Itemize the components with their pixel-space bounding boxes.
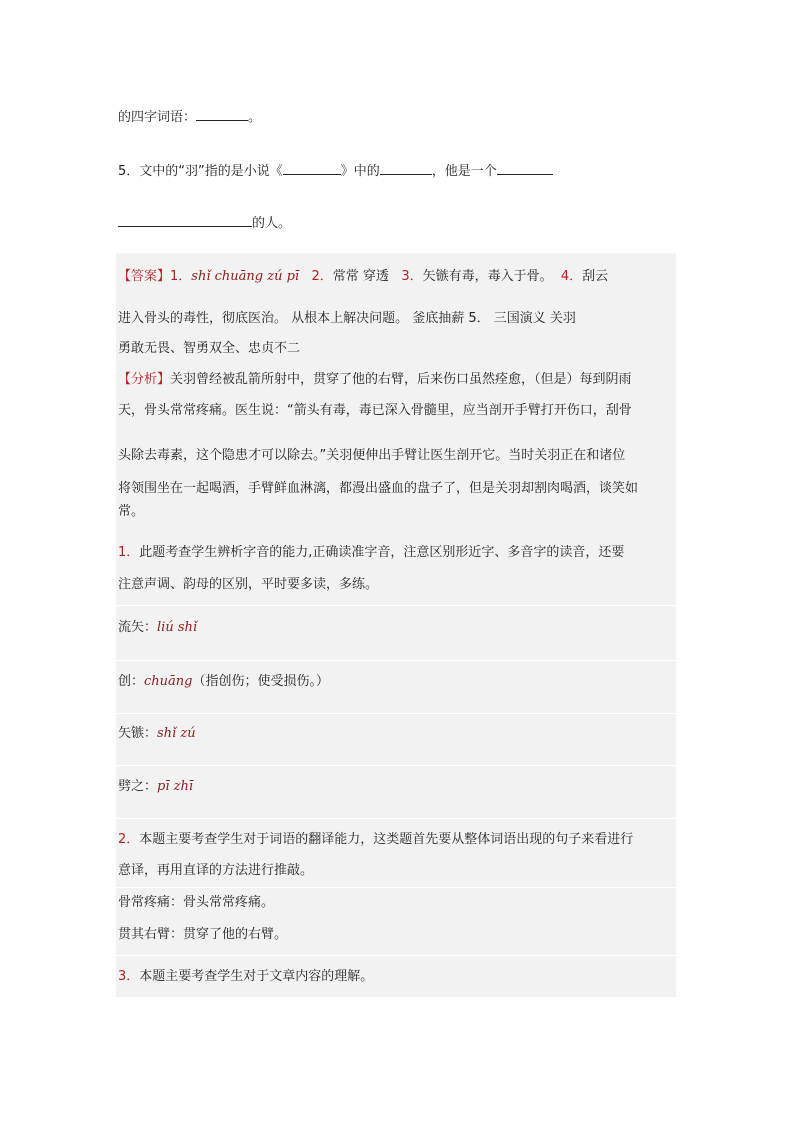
point-2-line-2: 意译，再用直译的方法进行推敲。 — [118, 863, 314, 878]
point-1-line-1: 1．此题考查学生辨析字音的能力,正确读准字音，注意区别形近字、多音字的读音，还要 — [118, 545, 625, 560]
answer-blank — [283, 162, 341, 175]
divider — [116, 605, 676, 606]
analysis-line-2: 天，骨头常常疼痛。医生说：“箭头有毒，毒已深入骨髓里，应当剖开手臂打开伤口，刮骨 — [118, 403, 632, 418]
pinyin-item: 劈之：pī zhī — [118, 779, 194, 794]
analysis-tag: 【分析】 — [118, 372, 171, 387]
question-5-line2: 的人。 — [118, 214, 291, 233]
pinyin-item: 流矢：liú shǐ — [118, 620, 198, 635]
divider — [116, 660, 676, 661]
answer-tag: 【答案】 — [118, 269, 171, 284]
question-5: 5．文中的“羽”指的是小说《 》中的 ，他是一个 — [118, 162, 553, 181]
point-2-example: 骨常疼痛：骨头常常疼痛。 — [118, 895, 275, 910]
divider — [116, 818, 676, 819]
point-2-example: 贯其右臂：贯穿了他的右臂。 — [118, 927, 288, 942]
answer-line-2: 进入骨头的毒性，彻底医治。 从根本上解决问题。 釜底抽薪 5． 三国演义 关羽 — [118, 311, 576, 326]
point-3-line-1: 3．本题主要考查学生对于文章内容的理解。 — [118, 969, 374, 984]
pinyin-item: 矢镞：shǐ zú — [118, 726, 196, 741]
analysis-line-4: 将领围坐在一起喝酒，手臂鲜血淋漓，都漫出盛血的盘子了，但是关羽却割肉喝酒，谈笑如 — [118, 481, 639, 496]
pinyin-item: 创：chuāng（指创伤；使受损伤。） — [118, 674, 330, 689]
answer-blank — [380, 162, 432, 175]
answer-analysis-panel — [116, 253, 676, 997]
divider — [116, 765, 676, 766]
answer-line-3: 勇敢无畏、智勇双全、忠贞不二 — [118, 341, 301, 356]
divider — [116, 887, 676, 888]
divider — [116, 713, 676, 714]
answer-line-1: 【答案】1．shǐ chuāng zú pī 2．常常 穿透 3．矢镞有毒，毒入于骨。 4．刮云 — [118, 269, 609, 284]
question-4-tail: 的四字词语： 。 — [118, 110, 262, 125]
point-1-line-2: 注意声调、韵母的区别，平时要多读，多练。 — [118, 577, 379, 592]
answer-blank — [196, 108, 248, 121]
analysis-line-3: 头除去毒素，这个隐患才可以除去。”关羽便伸出手臂让医生剖开它。当时关羽正在和诸位 — [118, 448, 626, 463]
point-2-line-1: 2．本题主要考查学生对于词语的翻译能力，这类题首先要从整体词语出现的句子来看进行 — [118, 832, 634, 847]
divider — [116, 955, 676, 956]
answer-blank — [118, 214, 252, 227]
answer-blank — [497, 162, 553, 175]
analysis-line-5: 常。 — [118, 504, 145, 519]
pinyin: shǐ chuāng zú pī — [191, 269, 300, 284]
analysis-line-1: 【分析】关羽曾经被乱箭所射中，贯穿了他的右臂，后来伤口虽然痊愈，（但是）每到阴雨 — [118, 372, 632, 387]
